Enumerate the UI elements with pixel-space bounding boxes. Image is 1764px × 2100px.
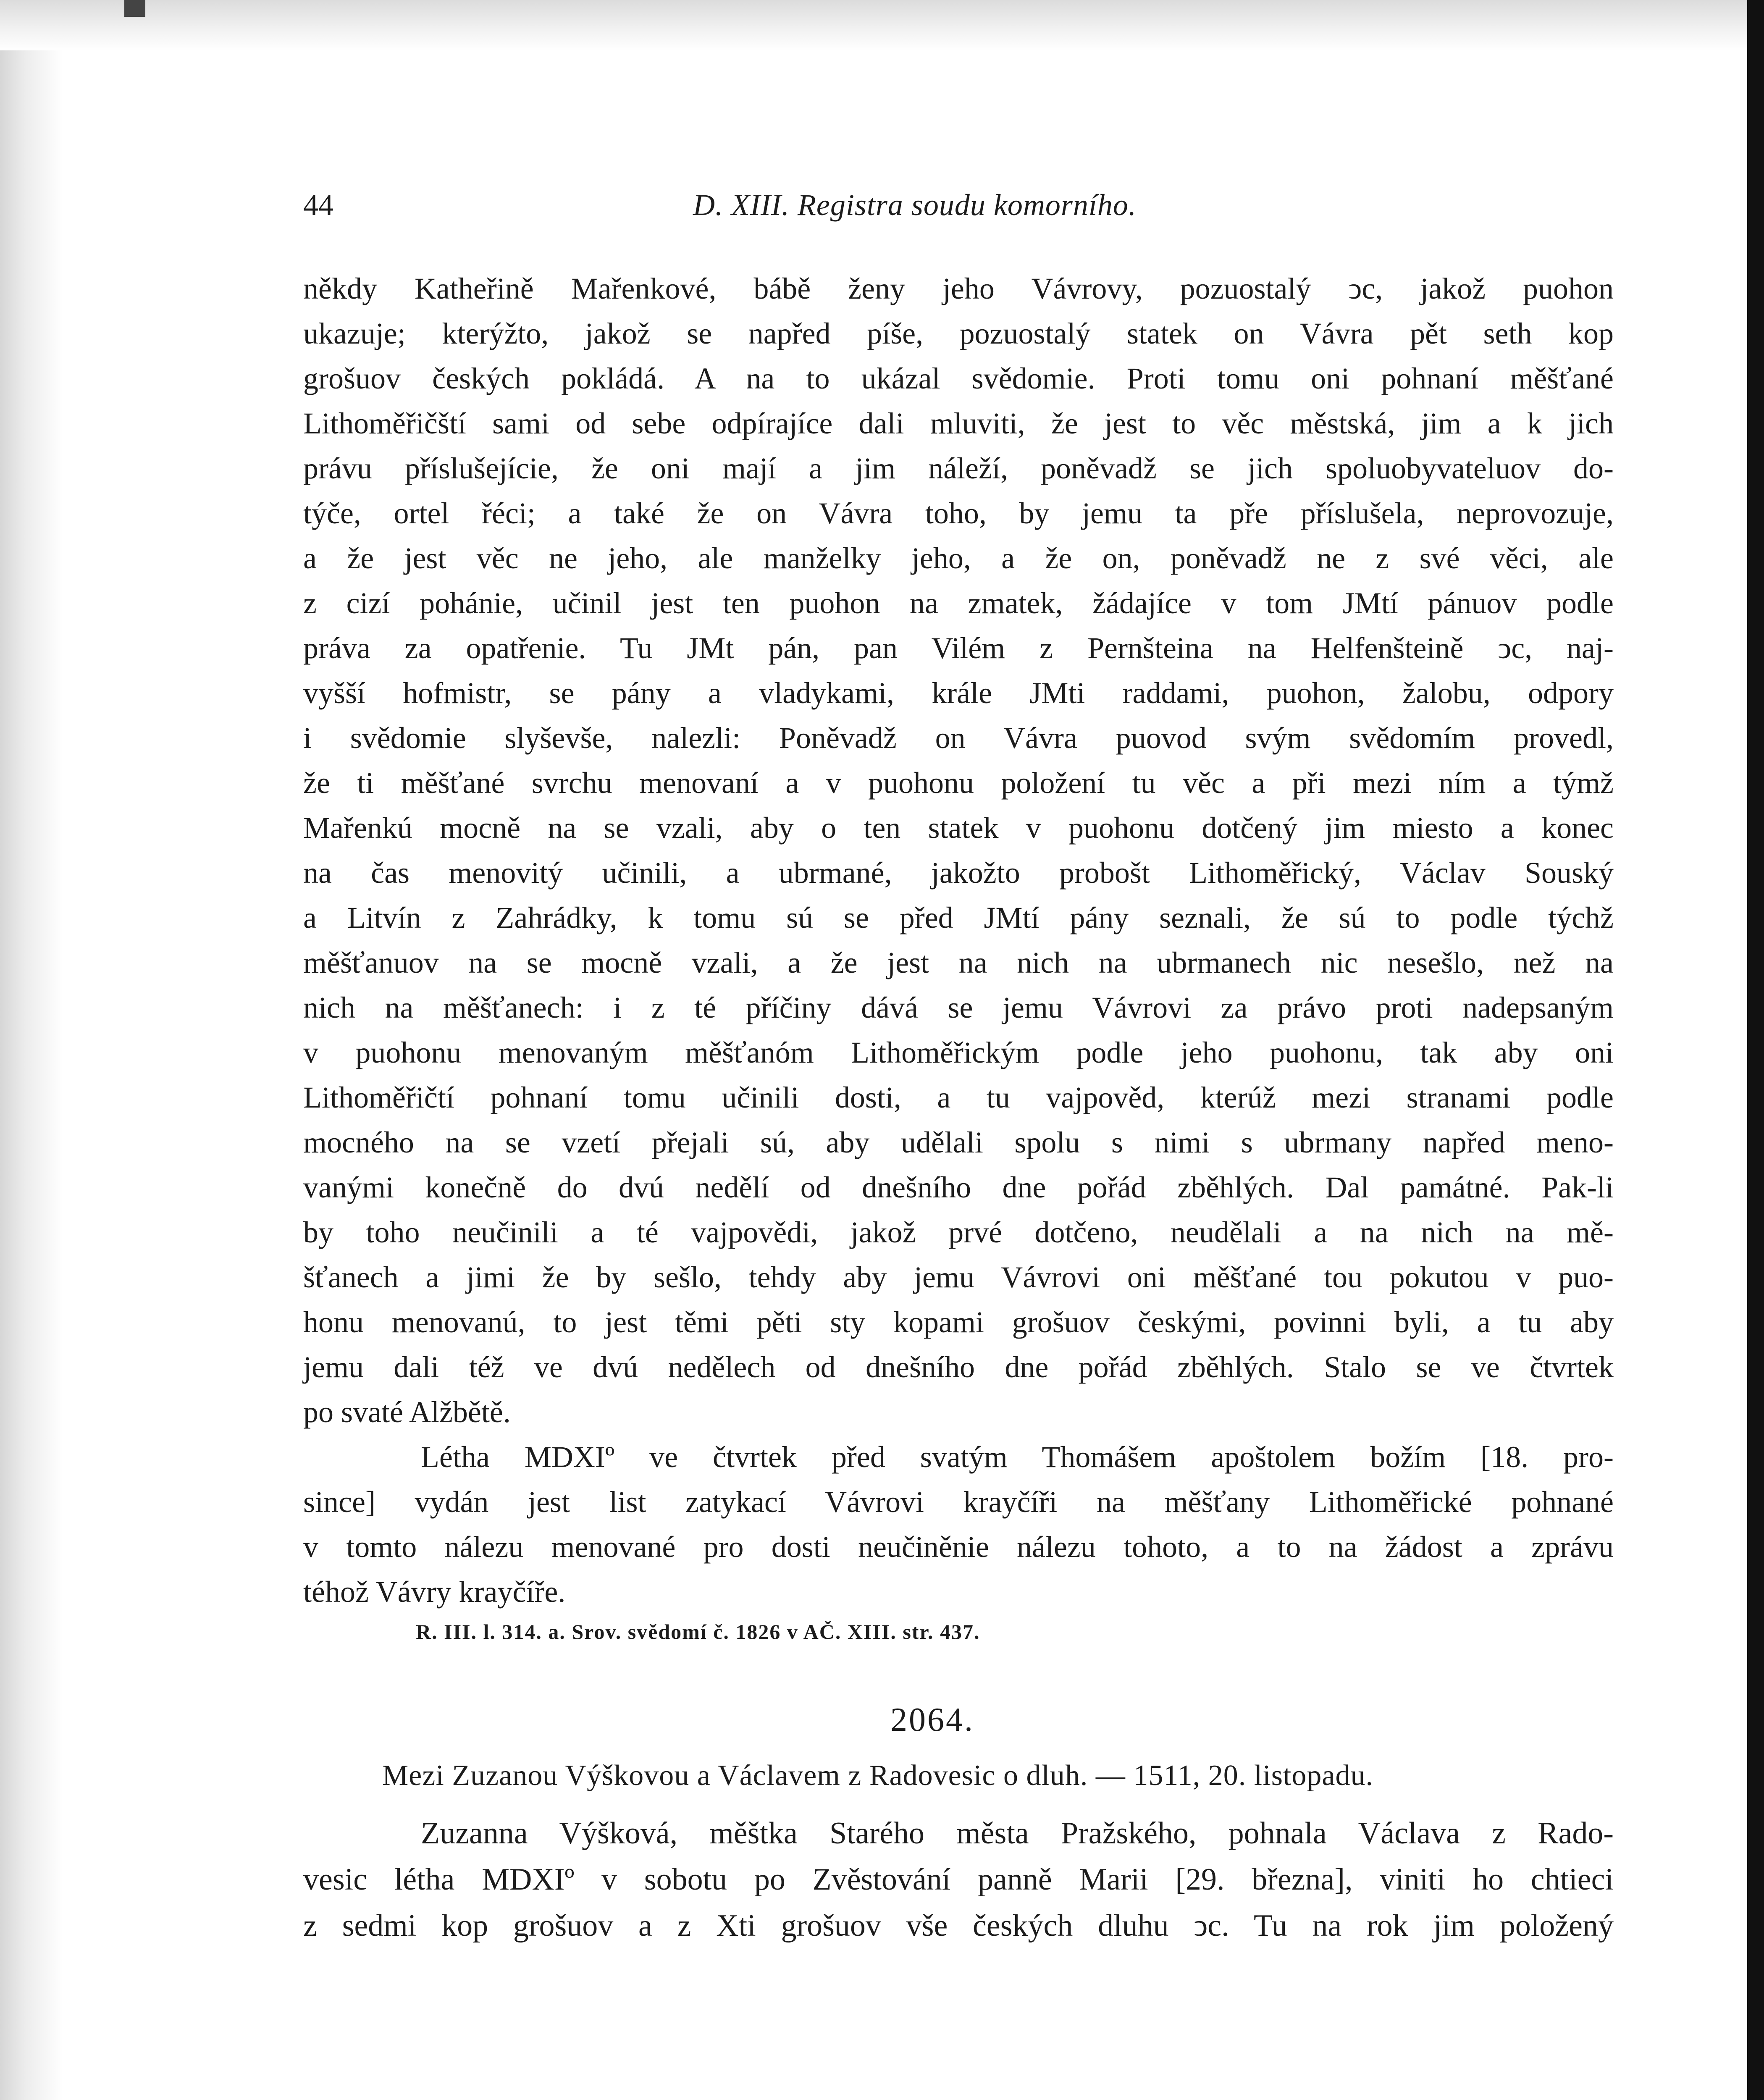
text-line: šťanech a jimi že by sešlo, tehdy aby jemu Vávrovi oni měšťané tou pokutou v puo- [303,1260,1614,1294]
text-line: jemu dali též ve dvú nedělech od dnešního dne pořád zběhlých. Stalo se ve čtvrtek [303,1350,1614,1384]
text-line: měšťanuov na se mocně vzali, a že jest na nich na ubrmanech nic nesešlo, než na [303,946,1614,979]
text-line: že ti měšťané svrchu menovaní a v puohonu položení tu věc a při mezi ním a týmž [303,766,1614,800]
text-line: týče, ortel řéci; a také že on Vávra toho, by jemu ta pře příslušela, neprovozuje, [303,496,1614,530]
text-line: mocného na se vzetí přejali sú, aby udělali spolu s nimi s ubrmany napřed meno- [303,1126,1614,1159]
scan-shadow-top [0,0,1764,50]
source-note: R. III. l. 314. a. Srov. svědomí č. 1826 v AČ. XIII. str. 437. [416,1620,980,1643]
entry-text-line: vesic létha MDXIº v sobotu po Zvěstování panně Marii [29. března], viniti ho chtieci [303,1862,1614,1897]
paragraph-line: v tomto nálezu menované pro dosti neučiněnie nálezu tohoto, a to na žádost a zprávu [303,1530,1614,1564]
paragraph-line: Létha MDXIº ve čtvrtek před svatým Thomášem apoštolem božím [18. pro- [421,1440,1614,1474]
text-line: v puohonu menovaným měšťanóm Lithoměřickým podle jeho puohonu, tak aby oni [303,1036,1614,1069]
entry-number: 2064. [890,1701,974,1738]
text-line: vyšší hofmistr, se pány a vladykami, krále JMti raddami, puohon, žalobu, odpory [303,676,1614,710]
text-line: Mařenkú mocně na se vzali, aby o ten statek v puohonu dotčený jim miesto a konec [303,811,1614,845]
text-line: i svědomie slyševše, nalezli: Poněvadž on Vávra puovod svým svědomím provedl, [303,721,1614,755]
text-line: vanými konečně do dvú nedělí od dnešního dne pořád zběhlých. Dal památné. Pak-li [303,1171,1614,1204]
entry-text-line: z sedmi kop grošuov a z Xti grošuov vše českých dluhu ͻc. Tu na rok jim položený [303,1908,1614,1943]
paragraph-line: téhož Vávry krayčíře. [303,1575,566,1609]
main-text [303,266,1614,1614]
scan-shadow-left [0,0,63,2100]
page-number: 44 [303,188,333,222]
scan-speck [124,0,145,17]
text-line: grošuov českých pokládá. A na to ukázal svědomie. Proti tomu oni pohnaní měšťané [303,362,1614,395]
entry-heading: Mezi Zuzanou Výškovou a Václavem z Radovesic o dluh. — 1511, 20. listopadu. [382,1759,1373,1792]
text-line: honu menovanú, to jest těmi pěti sty kopami grošuov českými, povinni byli, a tu aby [303,1305,1614,1339]
text-line: nich na měšťanech: i z té příčiny dává se jemu Vávrovi za právo proti nadepsaným [303,991,1614,1024]
text-line: na čas menovitý učinili, a ubrmané, jakožto probošt Lithoměřický, Václav Souský [303,856,1614,890]
text-line: Lithoměřičští sami od sebe odpírajíce dali mluviti, že jest to věc městská, jim a k jich [303,407,1614,440]
paragraph-line: since] vydán jest list zatykací Vávrovi krayčíři na měšťany Lithoměřické pohnané [303,1485,1614,1519]
text-line: by toho neučinili a té vajpovědi, jakož prvé dotčeno, neudělali a na nich na mě- [303,1215,1614,1249]
text-line: a že jest věc ne jeho, ale manželky jeho, a že on, poněvadž ne z své věci, ale [303,541,1614,575]
text-line: právu příslušejície, že oni mají a jim náleží, poněvadž se jich spoluobyvateluov do- [303,452,1614,485]
text-line: práva za opatřenie. Tu JMt pán, pan Vilém z Pernšteina na Helfenšteině ͻc, naj- [303,631,1614,665]
text-line: po svaté Alžbětě. [303,1395,511,1429]
text-line: někdy Katheřině Mařenkové, bábě ženy jeho Vávrovy, pozuostalý ͻc, jakož puohon [303,272,1614,305]
running-head: D. XIII. Registra soudu komorního. [693,188,1137,222]
text-line: z cizí pohánie, učinil jest ten puohon na zmatek, žádajíce v tom JMtí pánuov podle [303,586,1614,620]
entry-text-line: Zuzanna Výšková, měštka Starého města Pražského, pohnala Václava z Rado- [421,1816,1614,1851]
scan-border-right [1747,0,1764,2100]
entry-text [303,1810,1614,1949]
text-line: a Litvín z Zahrádky, k tomu sú se před JMtí pány seznali, že sú to podle týchž [303,901,1614,934]
text-line: ukazuje; kterýžto, jakož se napřed píše, pozuostalý statek on Vávra pět seth kop [303,317,1614,350]
text-line: Lithoměřičtí pohnaní tomu učinili dosti, a tu vajpověd, kterúž mezi stranami podle [303,1081,1614,1114]
